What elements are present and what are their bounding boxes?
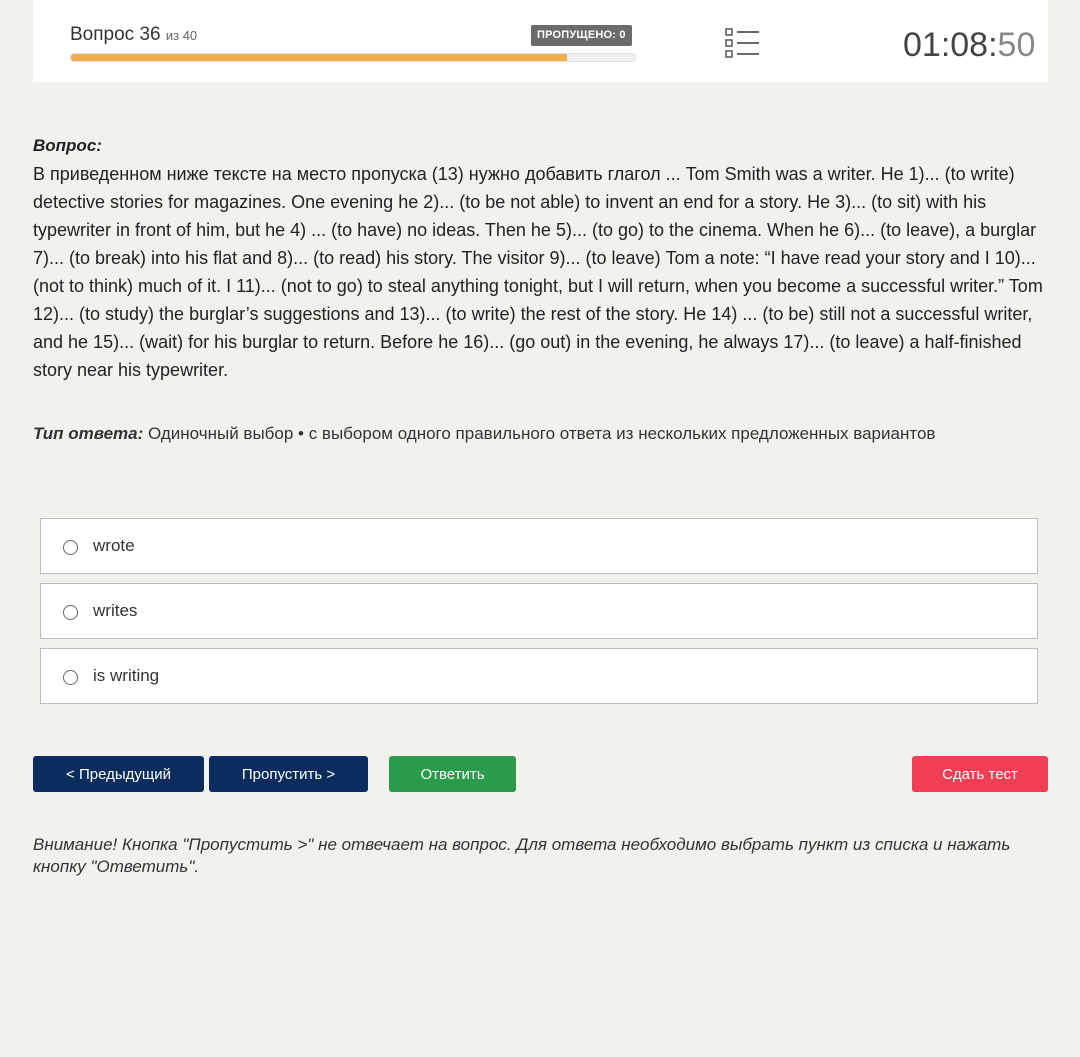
radio-button[interactable] <box>63 540 78 555</box>
previous-button[interactable]: < Предыдущий <box>33 756 204 792</box>
answer-button[interactable]: Ответить <box>389 756 516 792</box>
progress-fill <box>71 54 567 61</box>
answer-type-value: Одиночный выбор • с выбором одного правильного ответа из нескольких предложенных вариантов <box>148 424 936 443</box>
answer-option[interactable] <box>40 583 1038 639</box>
progress-bar <box>70 53 636 62</box>
timer-seconds: 50 <box>997 26 1036 64</box>
answer-type <box>33 424 935 444</box>
question-total: из 40 <box>165 28 198 43</box>
question-number: Вопрос 36 <box>70 24 161 45</box>
list-icon[interactable] <box>725 27 761 59</box>
answer-option[interactable] <box>40 518 1038 574</box>
skip-button[interactable]: Пропустить > <box>209 756 368 792</box>
radio-button[interactable] <box>63 605 78 620</box>
option-label: wrote <box>93 536 135 555</box>
question-text: В приведенном ниже тексте на место пропуска (13) нужно добавить глагол ... Tom Smith was a writer. He 1)... (to write) detective stories for magazines. One evening he 2)... (to be not able) to invent an end for a story. He 3)... (to sit) with his typewriter in front of him, but he 4) ... (to have) no ideas. Then he 5)... (to go) to the cinema. When he 6)... (to leave), a burglar 7)... (to break) into his flat and 8)... (to read) his story. The visitor 9)... (to leave) Tom a note: “I have read your story and I 10)... (not to think) much of it. I 11)... (not to go) to steal anything tonight, but I will return, when you become a successful writer.” Tom 12)... (to study) the burglar’s suggestions and 13)... (to write) the rest of the story. He 14) ... (to be) still not a successful writer, and he 15)... (wait) for his burglar to return. Before he 16)... (go out) in the evening, he always 17)... (to leave) a half-finished story near his typewriter. <box>33 164 1043 380</box>
warning-text: Внимание! Кнопка "Пропустить >" не отвечает на вопрос. Для ответа необходимо выбрать пункт из списка и нажать кнопку "Ответить". <box>33 835 1011 876</box>
answer-option[interactable] <box>40 648 1038 704</box>
question-label: Вопрос: <box>33 136 102 155</box>
skipped-badge: ПРОПУЩЕНО: 0 <box>531 25 632 46</box>
radio-button[interactable] <box>63 670 78 685</box>
option-label: is writing <box>93 666 160 685</box>
timer-hours-minutes: 01:08: <box>903 26 998 64</box>
option-label: writes <box>93 601 138 620</box>
answer-type-label: Тип ответа: <box>33 424 144 443</box>
timer <box>903 26 1035 65</box>
question-counter <box>70 24 197 46</box>
test-header <box>33 0 1048 82</box>
submit-test-button[interactable]: Сдать тест <box>912 756 1048 792</box>
